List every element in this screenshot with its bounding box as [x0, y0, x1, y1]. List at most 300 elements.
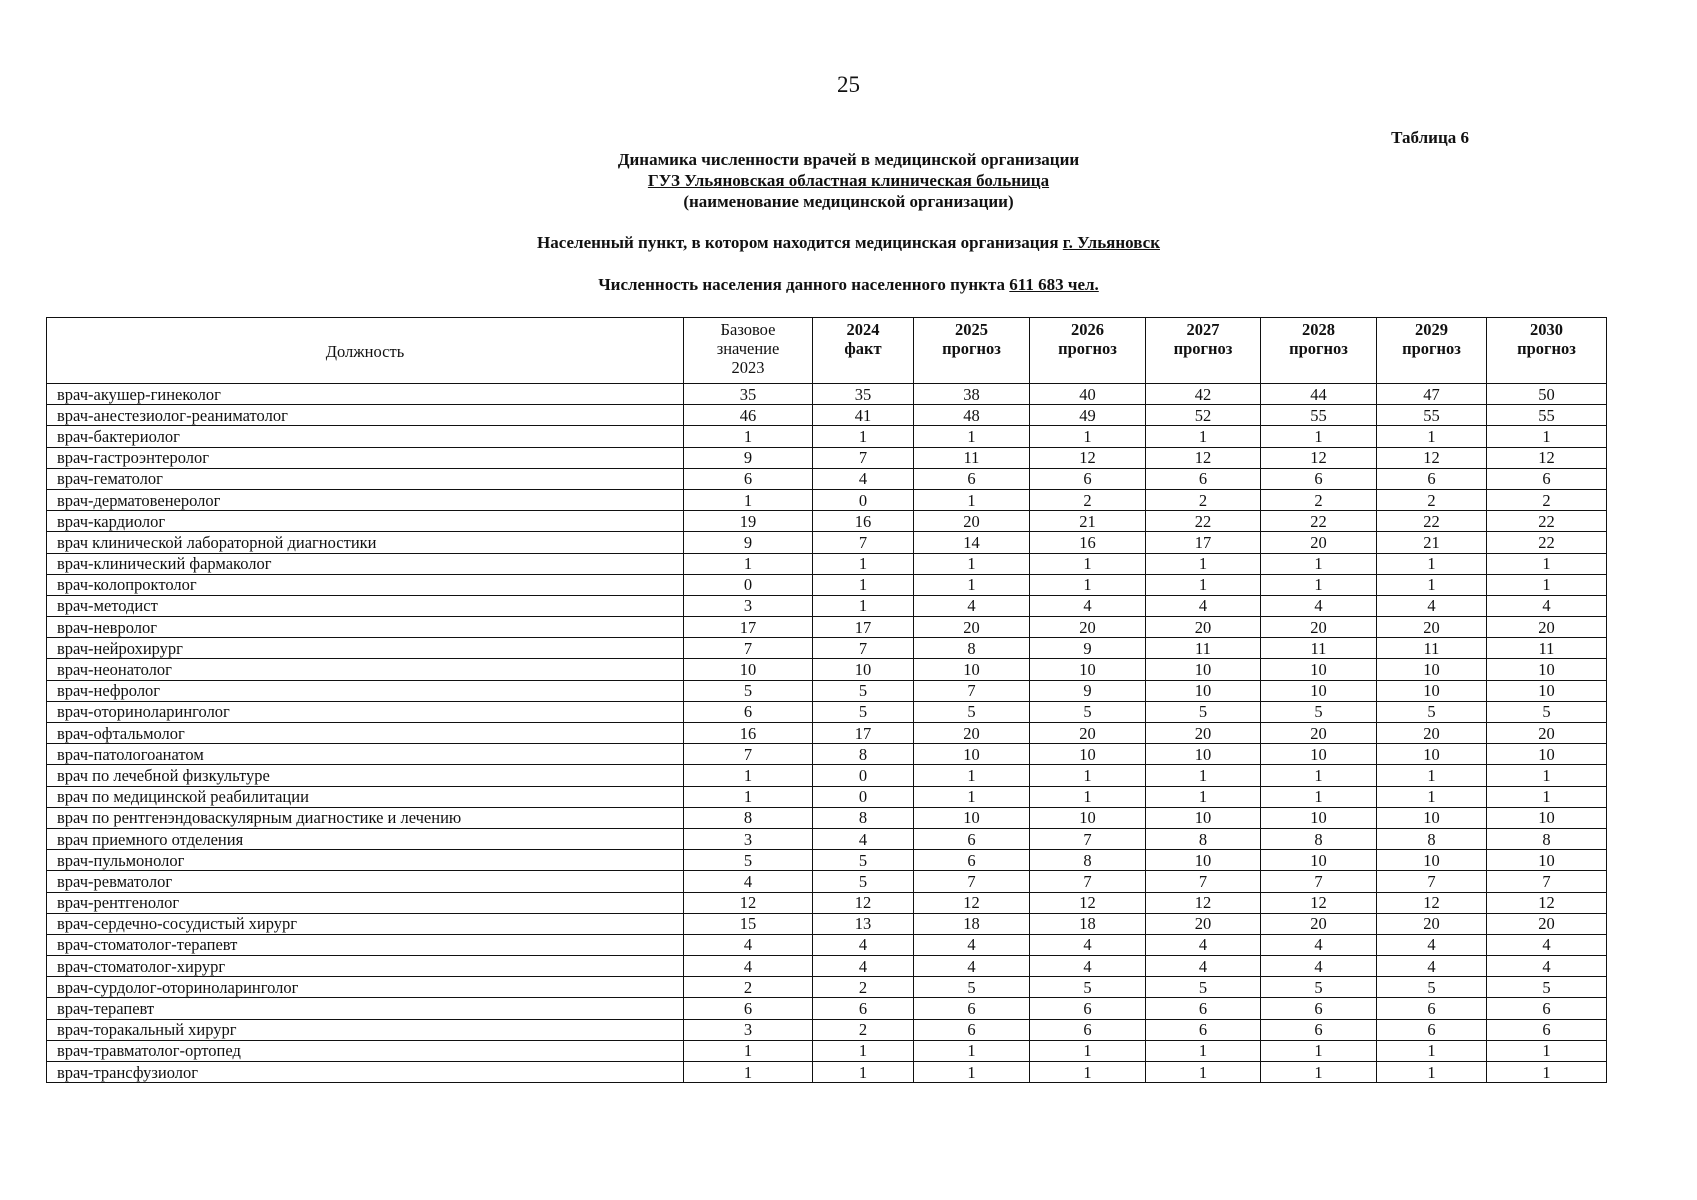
base-value-cell: 1 [684, 426, 813, 447]
year-value-cell: 12 [1487, 447, 1607, 468]
year-value-cell: 4 [914, 956, 1030, 977]
year-value-cell: 12 [1261, 447, 1377, 468]
year-value-cell: 20 [1146, 723, 1261, 744]
table-row [47, 701, 1607, 722]
table-row [47, 892, 1607, 913]
year-value-cell: 4 [813, 956, 914, 977]
table-row [47, 723, 1607, 744]
year-value-cell: 1 [1377, 553, 1487, 574]
base-value-cell: 35 [684, 384, 813, 405]
year-value-cell: 1 [1261, 1062, 1377, 1083]
year-value-cell: 10 [813, 659, 914, 680]
year-value-cell: 11 [1487, 638, 1607, 659]
header-year-2029 [1377, 318, 1487, 384]
year-value-cell: 4 [1377, 956, 1487, 977]
year-value-cell: 20 [1487, 617, 1607, 638]
base-value-cell: 15 [684, 913, 813, 934]
year-value-cell: 10 [1377, 659, 1487, 680]
year-value-cell: 4 [1377, 934, 1487, 955]
year-value-cell: 12 [1030, 447, 1146, 468]
year-value-cell: 12 [1487, 892, 1607, 913]
year-value-cell: 10 [1261, 850, 1377, 871]
base-value-cell: 17 [684, 617, 813, 638]
year-value-cell: 1 [1146, 1062, 1261, 1083]
position-cell: врач-акушер-гинеколог [47, 384, 684, 405]
table-row [47, 680, 1607, 701]
position-cell: врач-анестезиолог-реаниматолог [47, 405, 684, 426]
year-value-cell: 1 [914, 765, 1030, 786]
header-kind: прогноз [1289, 339, 1348, 358]
position-cell: врач-гематолог [47, 468, 684, 489]
table-header-row [47, 318, 1607, 384]
position-cell: врач клинической лабораторной диагностики [47, 532, 684, 553]
year-value-cell: 1 [1146, 426, 1261, 447]
table-row [47, 934, 1607, 955]
year-value-cell: 16 [1030, 532, 1146, 553]
base-value-cell: 19 [684, 511, 813, 532]
year-value-cell: 6 [1030, 998, 1146, 1019]
year-value-cell: 1 [1146, 1040, 1261, 1061]
year-value-cell: 22 [1487, 511, 1607, 532]
year-value-cell: 1 [1261, 553, 1377, 574]
year-value-cell: 1 [1377, 1040, 1487, 1061]
position-cell: врач-ревматолог [47, 871, 684, 892]
year-value-cell: 1 [1377, 765, 1487, 786]
year-value-cell: 4 [1146, 934, 1261, 955]
year-value-cell: 8 [1030, 850, 1146, 871]
year-value-cell: 10 [1146, 744, 1261, 765]
header-year-2030 [1487, 318, 1607, 384]
year-value-cell: 10 [1377, 680, 1487, 701]
year-value-cell: 10 [1030, 659, 1146, 680]
year-value-cell: 12 [1377, 892, 1487, 913]
year-value-cell: 4 [813, 934, 914, 955]
table-row [47, 489, 1607, 510]
year-value-cell: 20 [1030, 617, 1146, 638]
year-value-cell: 6 [1146, 1019, 1261, 1040]
year-value-cell: 20 [914, 617, 1030, 638]
year-value-cell: 21 [1377, 532, 1487, 553]
year-value-cell: 1 [1377, 426, 1487, 447]
position-cell: врач по лечебной физкультуре [47, 765, 684, 786]
header-position: Должность [47, 318, 684, 384]
header-year-2028 [1261, 318, 1377, 384]
position-cell: врач-колопроктолог [47, 574, 684, 595]
year-value-cell: 5 [813, 701, 914, 722]
year-value-cell: 4 [914, 595, 1030, 616]
year-value-cell: 11 [1146, 638, 1261, 659]
year-value-cell: 4 [1487, 956, 1607, 977]
year-value-cell: 5 [1377, 977, 1487, 998]
table-row [47, 532, 1607, 553]
header-base-line-2: значение [716, 339, 780, 358]
year-value-cell: 10 [1261, 659, 1377, 680]
year-value-cell: 1 [914, 489, 1030, 510]
year-value-cell: 10 [1261, 680, 1377, 701]
year-value-cell: 10 [1487, 744, 1607, 765]
position-cell: врач по рентгенэндоваскулярным диагностике и лечению [47, 807, 684, 828]
base-value-cell: 46 [684, 405, 813, 426]
table-row [47, 828, 1607, 849]
year-value-cell: 11 [1261, 638, 1377, 659]
year-value-cell: 6 [914, 1019, 1030, 1040]
year-value-cell: 22 [1377, 511, 1487, 532]
year-value-cell: 9 [1030, 680, 1146, 701]
year-value-cell: 1 [1261, 786, 1377, 807]
base-value-cell: 7 [684, 638, 813, 659]
year-value-cell: 12 [1377, 447, 1487, 468]
organization-caption: (наименование медицинской организации) [683, 192, 1014, 211]
position-cell: врач-пульмонолог [47, 850, 684, 871]
year-value-cell: 8 [813, 744, 914, 765]
table-label: Таблица 6 [1391, 128, 1469, 147]
base-value-cell: 1 [684, 765, 813, 786]
table-row [47, 998, 1607, 1019]
year-value-cell: 55 [1261, 405, 1377, 426]
year-value-cell: 0 [813, 489, 914, 510]
year-value-cell: 42 [1146, 384, 1261, 405]
position-cell: врач-торакальный хирург [47, 1019, 684, 1040]
year-value-cell: 1 [1261, 574, 1377, 595]
year-value-cell: 1 [813, 1040, 914, 1061]
base-value-cell: 6 [684, 468, 813, 489]
year-value-cell: 4 [1377, 595, 1487, 616]
year-value-cell: 8 [1377, 828, 1487, 849]
year-value-cell: 49 [1030, 405, 1146, 426]
year-value-cell: 1 [1261, 765, 1377, 786]
position-cell: врач-патологоанатом [47, 744, 684, 765]
position-cell: врач-офтальмолог [47, 723, 684, 744]
year-value-cell: 10 [1030, 807, 1146, 828]
position-cell: врач по медицинской реабилитации [47, 786, 684, 807]
header-year: 2029 [1415, 320, 1448, 339]
year-value-cell: 8 [1146, 828, 1261, 849]
position-cell: врач-методист [47, 595, 684, 616]
base-value-cell: 1 [684, 553, 813, 574]
year-value-cell: 1 [1146, 765, 1261, 786]
year-value-cell: 55 [1377, 405, 1487, 426]
year-value-cell: 6 [1487, 998, 1607, 1019]
year-value-cell: 1 [813, 426, 914, 447]
base-value-cell: 6 [684, 998, 813, 1019]
year-value-cell: 5 [813, 680, 914, 701]
year-value-cell: 1 [1146, 786, 1261, 807]
header-kind: прогноз [942, 339, 1001, 358]
year-value-cell: 0 [813, 765, 914, 786]
year-value-cell: 7 [1146, 871, 1261, 892]
position-cell: врач-невролог [47, 617, 684, 638]
year-value-cell: 1 [1030, 1040, 1146, 1061]
year-value-cell: 35 [813, 384, 914, 405]
base-value-cell: 1 [684, 1040, 813, 1061]
header-year-2027 [1146, 318, 1261, 384]
year-value-cell: 4 [1030, 956, 1146, 977]
year-value-cell: 2 [1261, 489, 1377, 510]
table-row [47, 574, 1607, 595]
base-value-cell: 1 [684, 489, 813, 510]
year-value-cell: 7 [914, 871, 1030, 892]
year-value-cell: 20 [1487, 723, 1607, 744]
year-value-cell: 1 [1146, 553, 1261, 574]
table-row [47, 617, 1607, 638]
year-value-cell: 7 [1030, 871, 1146, 892]
header-year: 2028 [1302, 320, 1335, 339]
year-value-cell: 1 [1030, 553, 1146, 574]
year-value-cell: 5 [914, 701, 1030, 722]
position-cell: врач-терапевт [47, 998, 684, 1019]
year-value-cell: 6 [914, 468, 1030, 489]
year-value-cell: 6 [1377, 1019, 1487, 1040]
year-value-cell: 1 [813, 1062, 914, 1083]
table-row [47, 638, 1607, 659]
year-value-cell: 10 [1261, 744, 1377, 765]
year-value-cell: 4 [1261, 934, 1377, 955]
table-row [47, 807, 1607, 828]
year-value-cell: 20 [1261, 723, 1377, 744]
year-value-cell: 4 [813, 828, 914, 849]
year-value-cell: 13 [813, 913, 914, 934]
year-value-cell: 4 [1030, 934, 1146, 955]
table-row [47, 1040, 1607, 1061]
header-base-line-3: 2023 [731, 358, 765, 377]
base-value-cell: 5 [684, 850, 813, 871]
year-value-cell: 1 [1487, 553, 1607, 574]
year-value-cell: 1 [914, 553, 1030, 574]
year-value-cell: 5 [1377, 701, 1487, 722]
year-value-cell: 10 [1487, 659, 1607, 680]
year-value-cell: 22 [1146, 511, 1261, 532]
position-cell: врач-кардиолог [47, 511, 684, 532]
year-value-cell: 1 [813, 574, 914, 595]
table-row [47, 765, 1607, 786]
base-value-cell: 0 [684, 574, 813, 595]
year-value-cell: 9 [1030, 638, 1146, 659]
base-value-cell: 4 [684, 934, 813, 955]
position-cell: врач-нефролог [47, 680, 684, 701]
year-value-cell: 20 [914, 511, 1030, 532]
year-value-cell: 10 [1146, 659, 1261, 680]
year-value-cell: 20 [1146, 913, 1261, 934]
position-cell: врач-бактериолог [47, 426, 684, 447]
year-value-cell: 6 [914, 828, 1030, 849]
year-value-cell: 17 [813, 723, 914, 744]
year-value-cell: 2 [1487, 489, 1607, 510]
year-value-cell: 10 [1377, 850, 1487, 871]
year-value-cell: 12 [1146, 447, 1261, 468]
year-value-cell: 5 [1261, 977, 1377, 998]
year-value-cell: 2 [813, 1019, 914, 1040]
table-row [47, 913, 1607, 934]
year-value-cell: 10 [1487, 850, 1607, 871]
year-value-cell: 8 [813, 807, 914, 828]
year-value-cell: 1 [1487, 1062, 1607, 1083]
year-value-cell: 52 [1146, 405, 1261, 426]
year-value-cell: 12 [1030, 892, 1146, 913]
year-value-cell: 10 [1487, 680, 1607, 701]
year-value-cell: 6 [1146, 998, 1261, 1019]
year-value-cell: 10 [1261, 807, 1377, 828]
header-kind: прогноз [1058, 339, 1117, 358]
table-row [47, 1062, 1607, 1083]
year-value-cell: 5 [1146, 701, 1261, 722]
table-row [47, 511, 1607, 532]
year-value-cell: 6 [1487, 468, 1607, 489]
year-value-cell: 10 [1377, 744, 1487, 765]
year-value-cell: 4 [1146, 956, 1261, 977]
year-value-cell: 6 [1261, 1019, 1377, 1040]
header-year-2025 [914, 318, 1030, 384]
year-value-cell: 7 [1487, 871, 1607, 892]
table-row [47, 956, 1607, 977]
base-value-cell: 8 [684, 807, 813, 828]
table-row [47, 426, 1607, 447]
position-cell: врач-гастроэнтеролог [47, 447, 684, 468]
header-base-line-1: Базовое [720, 320, 776, 339]
year-value-cell: 22 [1261, 511, 1377, 532]
table-row [47, 871, 1607, 892]
position-cell: врач-сурдолог-оториноларинголог [47, 977, 684, 998]
header-kind: прогноз [1402, 339, 1461, 358]
base-value-cell: 4 [684, 956, 813, 977]
year-value-cell: 10 [1146, 680, 1261, 701]
year-value-cell: 5 [1146, 977, 1261, 998]
year-value-cell: 10 [1377, 807, 1487, 828]
header-year-2026 [1030, 318, 1146, 384]
physicians-table [46, 317, 1607, 1083]
year-value-cell: 1 [813, 553, 914, 574]
position-cell: врач-трансфузиолог [47, 1062, 684, 1083]
year-value-cell: 12 [1261, 892, 1377, 913]
year-value-cell: 20 [1261, 913, 1377, 934]
page-number: 25 [837, 72, 860, 97]
year-value-cell: 20 [1261, 617, 1377, 638]
position-cell: врач-сердечно-сосудистый хирург [47, 913, 684, 934]
year-value-cell: 1 [1377, 1062, 1487, 1083]
year-value-cell: 1 [914, 574, 1030, 595]
year-value-cell: 40 [1030, 384, 1146, 405]
year-value-cell: 2 [1146, 489, 1261, 510]
year-value-cell: 6 [1146, 468, 1261, 489]
position-cell: врач-оториноларинголог [47, 701, 684, 722]
table-row [47, 595, 1607, 616]
year-value-cell: 20 [1377, 723, 1487, 744]
population-label: Численность населения данного населенного пункта [598, 275, 1006, 294]
base-value-cell: 3 [684, 595, 813, 616]
year-value-cell: 10 [914, 659, 1030, 680]
year-value-cell: 5 [813, 850, 914, 871]
year-value-cell: 10 [1146, 807, 1261, 828]
year-value-cell: 44 [1261, 384, 1377, 405]
table-row [47, 553, 1607, 574]
population-line [0, 274, 1697, 295]
year-value-cell: 6 [1030, 1019, 1146, 1040]
year-value-cell: 16 [813, 511, 914, 532]
header-year: 2027 [1186, 320, 1220, 339]
year-value-cell: 7 [914, 680, 1030, 701]
header-kind: прогноз [1173, 339, 1233, 358]
year-value-cell: 6 [1030, 468, 1146, 489]
base-value-cell: 6 [684, 701, 813, 722]
year-value-cell: 8 [914, 638, 1030, 659]
base-value-cell: 1 [684, 786, 813, 807]
year-value-cell: 7 [1261, 871, 1377, 892]
year-value-cell: 1 [1030, 765, 1146, 786]
year-value-cell: 1 [1377, 786, 1487, 807]
year-value-cell: 11 [914, 447, 1030, 468]
year-value-cell: 2 [1030, 489, 1146, 510]
year-value-cell: 4 [1261, 595, 1377, 616]
year-value-cell: 8 [1487, 828, 1607, 849]
year-value-cell: 6 [813, 998, 914, 1019]
table-row [47, 468, 1607, 489]
year-value-cell: 4 [1261, 956, 1377, 977]
year-value-cell: 10 [1487, 807, 1607, 828]
position-cell: врач-стоматолог-терапевт [47, 934, 684, 955]
year-value-cell: 18 [1030, 913, 1146, 934]
settlement-label: Населенный пункт, в котором находится медицинская организация [537, 233, 1059, 252]
organization-value: ГУЗ Ульяновская областная клиническая больница [647, 171, 1050, 190]
year-value-cell: 1 [914, 1040, 1030, 1061]
year-value-cell: 7 [813, 447, 914, 468]
table-row [47, 659, 1607, 680]
year-value-cell: 10 [1146, 850, 1261, 871]
base-value-cell: 9 [684, 532, 813, 553]
table-row [47, 850, 1607, 871]
year-value-cell: 1 [813, 595, 914, 616]
header-year: 2030 [1530, 320, 1563, 339]
year-value-cell: 7 [813, 532, 914, 553]
header-year: 2026 [1071, 320, 1104, 339]
table-body [47, 384, 1607, 1083]
year-value-cell: 12 [914, 892, 1030, 913]
year-value-cell: 1 [1146, 574, 1261, 595]
year-value-cell: 4 [1487, 595, 1607, 616]
year-value-cell: 20 [914, 723, 1030, 744]
base-value-cell: 12 [684, 892, 813, 913]
year-value-cell: 1 [1261, 426, 1377, 447]
year-value-cell: 20 [1146, 617, 1261, 638]
year-value-cell: 6 [914, 850, 1030, 871]
header-year: 2025 [955, 320, 988, 339]
year-value-cell: 4 [1487, 934, 1607, 955]
position-cell: врач-рентгенолог [47, 892, 684, 913]
year-value-cell: 10 [914, 744, 1030, 765]
year-value-cell: 4 [1146, 595, 1261, 616]
position-cell: врач-травматолог-ортопед [47, 1040, 684, 1061]
year-value-cell: 10 [1030, 744, 1146, 765]
year-value-cell: 17 [1146, 532, 1261, 553]
year-value-cell: 18 [914, 913, 1030, 934]
year-value-cell: 20 [1030, 723, 1146, 744]
year-value-cell: 1 [1377, 574, 1487, 595]
year-value-cell: 20 [1487, 913, 1607, 934]
year-value-cell: 5 [1030, 701, 1146, 722]
organization-name [0, 170, 1697, 191]
year-value-cell: 12 [813, 892, 914, 913]
year-value-cell: 4 [813, 468, 914, 489]
year-value-cell: 7 [1030, 828, 1146, 849]
table-row [47, 405, 1607, 426]
year-value-cell: 1 [1487, 765, 1607, 786]
year-value-cell: 1 [1030, 574, 1146, 595]
settlement-value: г. Ульяновск [1062, 233, 1160, 252]
table-row [47, 786, 1607, 807]
year-value-cell: 1 [1487, 574, 1607, 595]
header-year: 2024 [846, 320, 880, 339]
year-value-cell: 14 [914, 532, 1030, 553]
position-cell: врач-клинический фармаколог [47, 553, 684, 574]
base-value-cell: 4 [684, 871, 813, 892]
